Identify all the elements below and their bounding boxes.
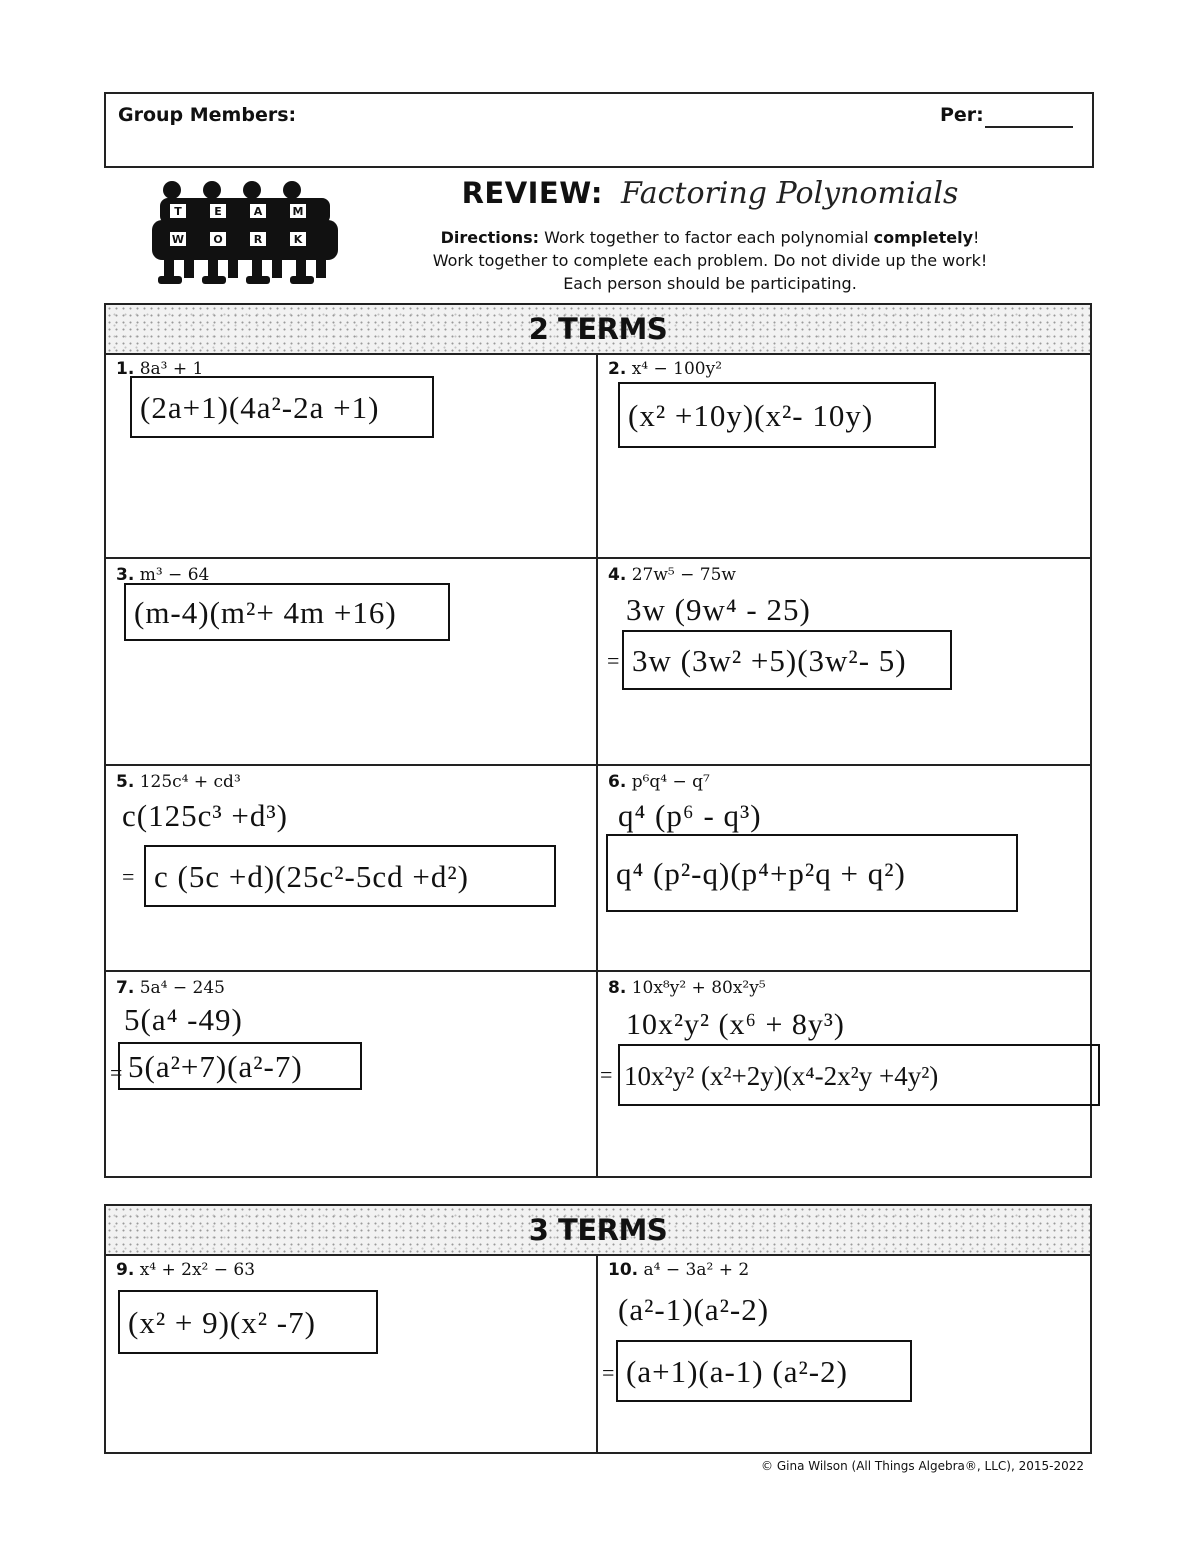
- copyright-footer: © Gina Wilson (All Things Algebra®, LLC), 2015-2022: [761, 1459, 1084, 1473]
- group-members-label: Group Members:: [118, 104, 297, 126]
- directions-label: Directions:: [440, 228, 540, 247]
- problem-6-work: q⁴ (p⁶ - q³): [618, 798, 762, 833]
- title-review: REVIEW:: [461, 176, 603, 210]
- logo-letter: O: [213, 233, 223, 246]
- logo-letter: K: [293, 233, 303, 246]
- three-terms-heading: 3 TERMS: [106, 1206, 1090, 1256]
- title-topic: Factoring Polynomials: [620, 176, 959, 211]
- problem-10-work: (a²-1)(a²-2): [618, 1292, 770, 1327]
- problem-1-prompt: 1. 8a³ + 1: [116, 359, 204, 379]
- problem-10-answer: (a+1)(a-1) (a²-2): [616, 1340, 912, 1402]
- problem-8-prompt: 8. 10x⁸y² + 80x²y⁵: [608, 978, 766, 998]
- period-label: Per:: [940, 104, 984, 126]
- period-blank-line[interactable]: [985, 126, 1073, 128]
- problem-8-work: 10x²y² (x⁶ + 8y³): [626, 1008, 845, 1041]
- problem-3-prompt: 3. m³ − 64: [116, 565, 210, 585]
- logo-letter: W: [171, 233, 185, 246]
- logo-letter: A: [253, 205, 263, 218]
- two-terms-heading: 2 TERMS: [106, 305, 1090, 355]
- problem-4-prompt: 4. 27w⁵ − 75w: [608, 565, 736, 585]
- problem-8-answer: 10x²y² (x²+2y)(x⁴-2x²y +4y²): [618, 1044, 1100, 1106]
- problem-7-prompt: 7. 5a⁴ − 245: [116, 978, 225, 998]
- equals-sign: =: [110, 1060, 123, 1085]
- problem-5-work: c(125c³ +d³): [122, 798, 288, 833]
- equals-sign: =: [607, 648, 620, 673]
- teamwork-logo: [150, 178, 340, 286]
- problem-6-answer: q⁴ (p²-q)(p⁴+p²q + q²): [606, 834, 1018, 912]
- logo-letter: R: [253, 233, 263, 246]
- logo-letter: T: [174, 205, 182, 218]
- problem-10-prompt: 10. a⁴ − 3a² + 2: [608, 1260, 750, 1280]
- problem-4-answer: 3w (3w² +5)(3w²- 5): [622, 630, 952, 690]
- problem-2-prompt: 2. x⁴ − 100y²: [608, 359, 723, 379]
- equals-sign: =: [600, 1062, 613, 1087]
- problem-5-prompt: 5. 125c⁴ + cd³: [116, 772, 241, 792]
- page-title: [380, 176, 1040, 216]
- problem-1-answer: (2a+1)(4a²-2a +1): [130, 376, 434, 438]
- problem-5-answer: c (5c +d)(25c²-5cd +d²): [144, 845, 556, 907]
- problem-9-prompt: 9. x⁴ + 2x² − 63: [116, 1260, 256, 1280]
- problem-4-work: 3w (9w⁴ - 25): [626, 592, 811, 627]
- directions-line-1: Directions: Work together to factor each polynomial completely!: [440, 228, 980, 247]
- logo-letter: E: [214, 205, 222, 218]
- logo-letter: M: [292, 205, 304, 218]
- equals-sign: =: [602, 1360, 615, 1385]
- problem-3-answer: (m-4)(m²+ 4m +16): [124, 583, 450, 641]
- directions-line-2: Work together to complete each problem. Do not divide up the work!: [432, 251, 988, 270]
- equals-sign: =: [122, 864, 135, 889]
- directions-line-3: Each person should be participating.: [563, 274, 857, 293]
- problem-2-answer: (x² +10y)(x²- 10y): [618, 382, 936, 448]
- problem-7-work: 5(a⁴ -49): [124, 1002, 243, 1037]
- problem-9-answer: (x² + 9)(x² -7): [118, 1290, 378, 1354]
- problem-6-prompt: 6. p⁶q⁴ − q⁷: [608, 772, 710, 792]
- problem-7-answer: 5(a²+7)(a²-7): [118, 1042, 362, 1090]
